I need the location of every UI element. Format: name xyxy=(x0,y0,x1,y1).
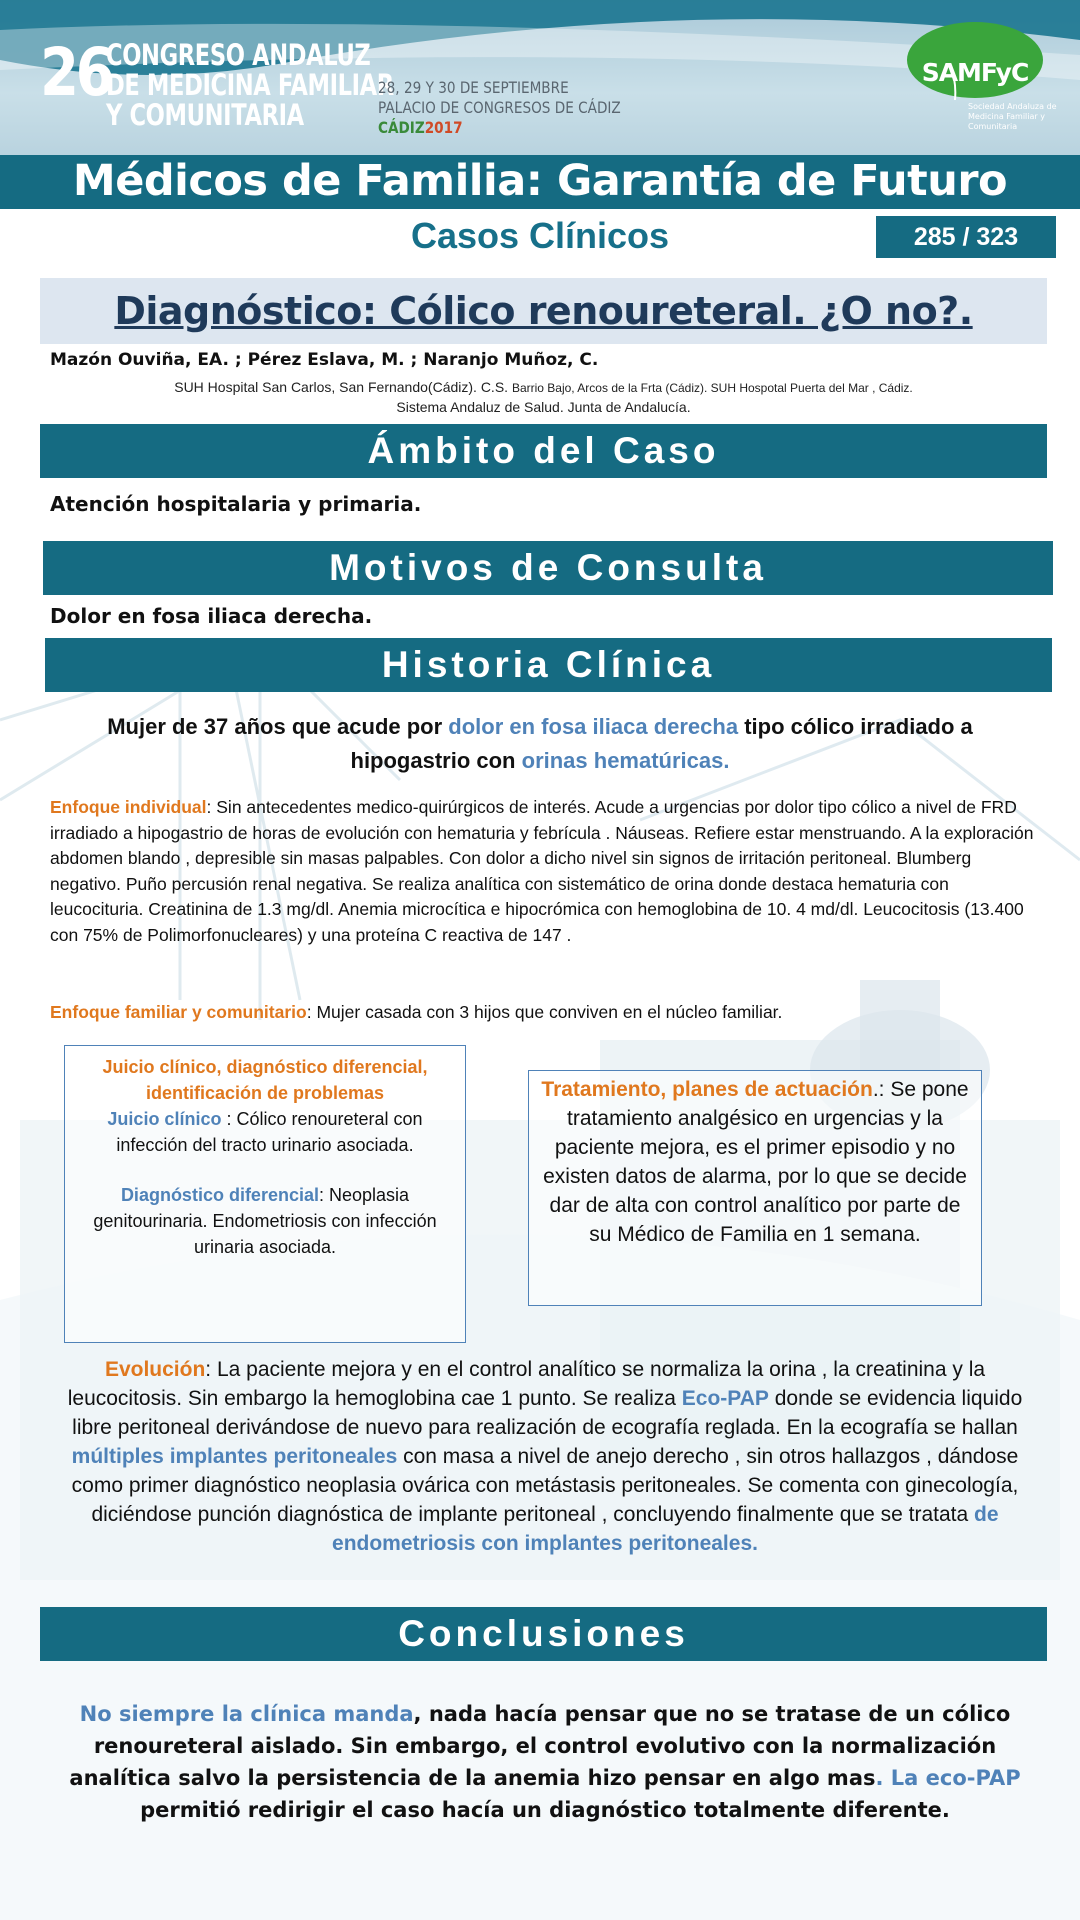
evolucion-paragraph xyxy=(50,1355,1040,1558)
section-heading-conclusiones: Conclusiones xyxy=(40,1607,1047,1661)
logo-text: SAMFyC xyxy=(921,58,1029,87)
tratamiento-label: Tratamiento, planes de actuación xyxy=(541,1078,873,1101)
tratamiento-text: .: Se pone tratamiento analgésico en urgencias y la paciente mejora, es el primer episodio y no existen datos de alarma, por lo que se decide dar de alta con control analítico por parte de su Médico de Familia en 1 semana. xyxy=(543,1078,969,1246)
conclusion-text: , nada hacía pensar que no se tratase de un cólico renoureteral aislado. Sin embargo, el control evolutivo con la normalización analítica salvo la persistencia de la anemia hizo pensar en algo mas xyxy=(69,1702,1011,1790)
enfoque-familiar-text: : Mujer casada con 3 hijos que conviven en el núcleo familiar. xyxy=(306,1002,783,1022)
juicio-clinico-box xyxy=(64,1045,466,1343)
congress-dates: 28, 29 Y 30 DE SEPTIEMBRE xyxy=(378,78,569,97)
diferencial-text: : Neoplasia genitourinaria. Endometriosis con infección urinaria asociada. xyxy=(93,1185,437,1257)
slogan-banner: Médicos de Familia: Garantía de Futuro xyxy=(0,155,1080,209)
city-name: CÁDIZ xyxy=(378,118,425,137)
affiliation-line2: Sistema Andaluz de Salud. Junta de Andalucía. xyxy=(396,399,691,415)
city-year xyxy=(378,118,621,138)
conclusion-highlight: . La eco-PAP xyxy=(875,1766,1021,1790)
evolucion-highlight: de endometriosis con implantes peritoneales. xyxy=(332,1503,999,1555)
motivos-text: Dolor en fosa iliaca derecha. xyxy=(50,604,373,628)
congress-line: DE MEDICINA FAMILIAR xyxy=(106,68,394,102)
juicio-label: Juicio clínico xyxy=(107,1109,222,1129)
lead-highlight: dolor en fosa iliaca derecha xyxy=(448,714,739,739)
lead-highlight: orinas hematúricas. xyxy=(521,748,730,773)
lead-text: tipo cólico irradiado a hipogastrio con xyxy=(350,714,973,773)
page-counter-badge: 285 / 323 xyxy=(876,216,1056,258)
section-heading-ambito: Ámbito del Caso xyxy=(40,424,1047,478)
affiliation-part2: Barrio Bajo, Arcos de la Frta (Cádiz). SUH Hospotal Puerta del Mar , Cádiz. xyxy=(511,381,913,395)
enfoque-familiar xyxy=(50,1000,1040,1026)
conclusion-highlight: No siempre la clínica manda xyxy=(79,1702,414,1726)
logo-subtitle: Sociedad Andaluza de Medicina Familiar y Comunitaria xyxy=(968,102,1057,131)
evolucion-text: con masa a nivel de anejo derecho , sin otros hallazgos , dándose como primer diagnóstico neoplasia ovárica con metástasis peritoneales. Se comenta con ginecología, diciéndose punción diagnóstica de implante peritoneal , concluyendo finalmente que se tratata xyxy=(71,1445,1019,1526)
lead-text: Mujer de 37 años que acude por xyxy=(107,714,449,739)
ambito-text: Atención hospitalaria y primaria. xyxy=(50,492,422,516)
evolucion-text: donde se evidencia liquido libre peritoneal derivándose de nuevo para realización de ecografía reglada. En la ecografía se hallan xyxy=(72,1387,1023,1439)
historia-lead xyxy=(60,710,1020,778)
affiliation-part1: SUH Hospital San Carlos, San Fernando(Cádiz). C.S. xyxy=(174,379,512,395)
tratamiento-box xyxy=(528,1070,982,1306)
congress-line: CONGRESO ANDALUZ xyxy=(106,38,371,72)
congress-name xyxy=(106,40,394,130)
evolucion-highlight: múltiples implantes peritoneales xyxy=(71,1445,398,1468)
section-heading-historia: Historia Clínica xyxy=(45,638,1052,692)
case-title: Diagnóstico: Cólico renoureteral. ¿O no?. xyxy=(114,289,973,333)
conclusion-text: permitió redirigir el caso hacía un diagnóstico totalmente diferente. xyxy=(140,1798,950,1822)
category-title: Casos Clínicos xyxy=(410,215,670,256)
congress-header xyxy=(0,0,1080,155)
enfoque-individual-text: : Sin antecedentes medico-quirúrgicos de interés. Acude a urgencias por dolor tipo cólico a nivel de FRD irradiado a hipogastrio de horas de evolución con hematuria y febrícula . Náuseas. Refiere estar menstruando. A la exploración abdomen blando , depresible sin masas palpables. Con dolor a dicho nivel sin signos de irritación peritoneal. Blumberg negativo. Puño percusión renal negativa. Se realiza analítica con sistemático de orina donde destaca hematuria con leucocituria. Creatinina de 1.3 mg/dl. Anemia microcítica e hipocrómica con hemoglobina de 10. 4 md/dl. Leucocitosis (13.400 con 75% de Polimorfonucleares) y una proteína C reactiva de 147 . xyxy=(50,797,1034,945)
section-heading-motivos: Motivos de Consulta xyxy=(43,541,1053,595)
congress-line: Y COMUNITARIA xyxy=(106,98,304,132)
evolucion-text: : La paciente mejora y en el control analítico se normaliza la orina , la creatinina y la leucocitosis. Sin embargo la hemoglobina cae 1 punto. Se realiza xyxy=(67,1358,986,1410)
congress-dates-venue xyxy=(378,78,621,138)
enfoque-individual-label: Enfoque individual xyxy=(50,797,207,817)
congress-venue: PALACIO DE CONGRESOS DE CÁDIZ xyxy=(378,98,621,117)
conclusiones-text xyxy=(55,1698,1035,1826)
authors: Mazón Ouviña, EA. ; Pérez Eslava, M. ; Naranjo Muñoz, C. xyxy=(50,350,599,370)
juicio-text: : Cólico renoureteral con infección del tracto urinario asociada. xyxy=(116,1109,423,1155)
evolucion-label: Evolución xyxy=(104,1358,206,1381)
enfoque-individual xyxy=(50,795,1040,948)
juicio-heading: Juicio clínico, diagnóstico diferencial, identificación de problemas xyxy=(102,1057,428,1103)
year: 2017 xyxy=(424,118,463,137)
enfoque-familiar-label: Enfoque familiar y comunitario xyxy=(50,1002,307,1022)
affiliation xyxy=(40,378,1047,417)
edition-number: 26 xyxy=(40,34,112,111)
evolucion-highlight: Eco-PAP xyxy=(681,1387,769,1410)
case-title-box xyxy=(40,278,1047,344)
diferencial-label: Diagnóstico diferencial xyxy=(120,1185,319,1205)
